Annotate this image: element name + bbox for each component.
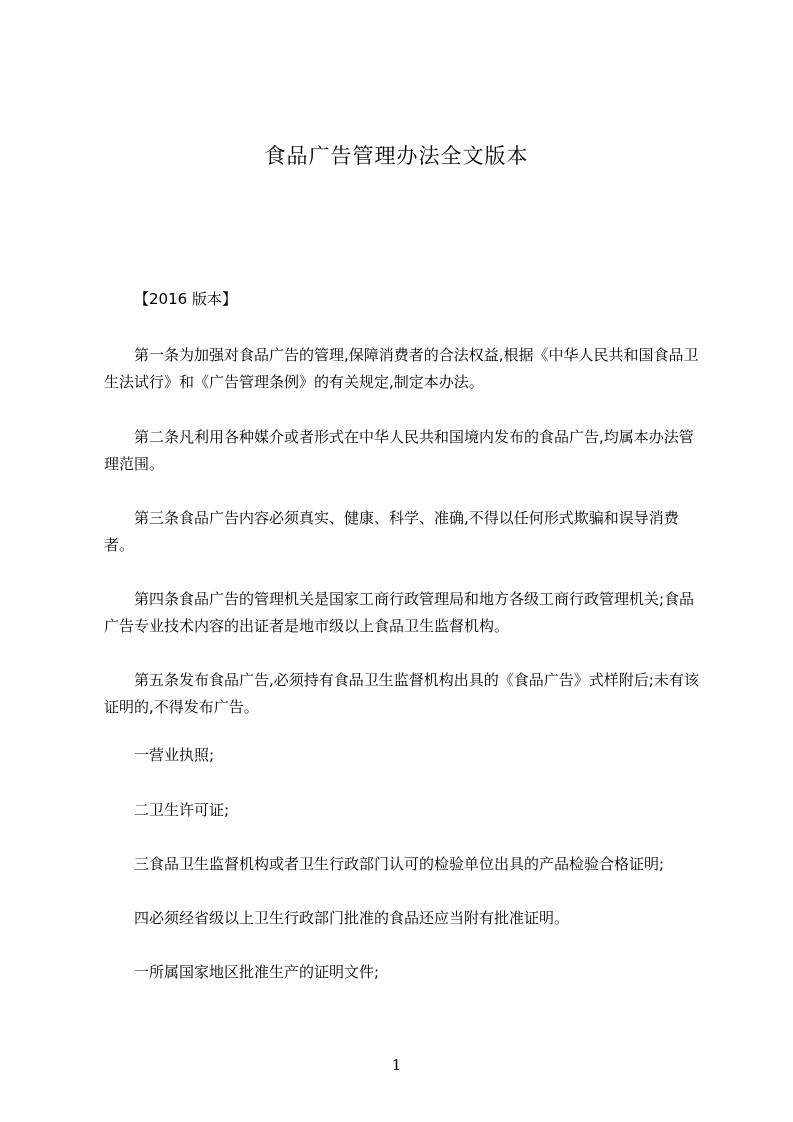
paragraph-article-4: 第四条食品广告的管理机关是国家工商行政管理局和地方各级工商行政管理机关;食品广告专业技术内容的出证者是地市级以上食品卫生监督机构。: [104, 590, 695, 635]
paragraph-article-2: 第二条凡利用各种媒介或者形式在中华人民共和国境内发布的食品广告,均属本办法管理范围。: [104, 428, 694, 473]
document-title: 食品广告管理办法全文版本: [264, 144, 529, 168]
page-number: 1: [391, 1056, 402, 1074]
paragraph-article-3: 第三条食品广告内容必须真实、健康、科学、准确,不得以任何形式欺骗和误导消费者。: [104, 509, 679, 554]
list-item-production-approval: 一所属国家地区批准生产的证明文件;: [134, 963, 380, 981]
paragraph-article-1: 第一条为加强对食品广告的管理,保障消费者的合法权益,根据《中华人民共和国食品卫生法试行》和《广告管理条例》的有关规定,制定本办法。: [104, 346, 699, 391]
list-item-approval-certificate: 四必须经省级以上卫生行政部门批准的食品还应当附有批准证明。: [134, 909, 570, 927]
version-label: 【2016 版本】: [134, 290, 237, 308]
list-item-inspection-certificate: 三食品卫生监督机构或者卫生行政部门认可的检验单位出具的产品检验合格证明;: [134, 855, 665, 873]
paragraph-article-5: 第五条发布食品广告,必须持有食品卫生监督机构出具的《食品广告》式样附后;未有该证明的,不得发布广告。: [104, 671, 699, 716]
list-item-business-license: 一营业执照;: [134, 746, 215, 764]
list-item-health-permit: 二卫生许可证;: [134, 801, 230, 819]
